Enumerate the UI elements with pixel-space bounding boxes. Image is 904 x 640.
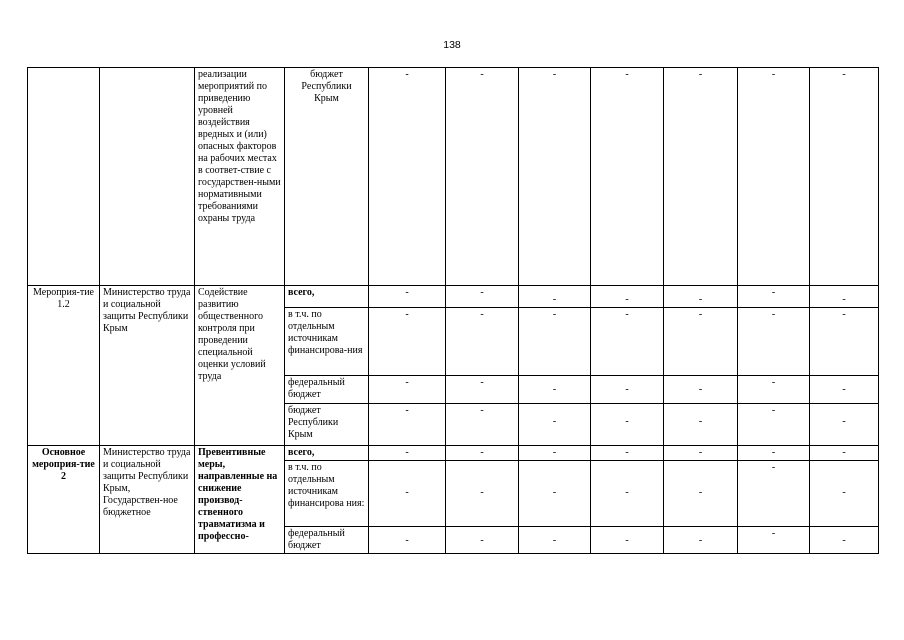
cell-executor: Министерство труда и социальной защиты Республики Крым, Государствен-ное бюджетное — [100, 446, 195, 554]
dash-value: - — [771, 69, 776, 80]
funding-table — [27, 67, 879, 554]
cell-funding-source: всего, — [285, 286, 369, 308]
dash-value: - — [771, 528, 776, 539]
dash-value: - — [842, 69, 846, 80]
dash-value: - — [698, 69, 703, 80]
dash-value: - — [405, 535, 409, 546]
cell-funding-source: в т.ч. по отдельным источникам финансирова-ния — [285, 308, 369, 376]
dash-value: - — [625, 294, 629, 305]
table-row — [28, 286, 879, 308]
dash-value: - — [405, 377, 409, 388]
dash-value: - — [480, 447, 484, 458]
table-row — [28, 446, 879, 461]
cell-measure-id: Мероприя-тие 1.2 — [28, 286, 100, 446]
dash-value: - — [842, 447, 846, 458]
cell-activity-description: Содействие развитию общественного контроля при проведении специальной оценки условий труда — [195, 286, 285, 446]
dash-value: - — [480, 69, 484, 80]
dash-value: - — [552, 487, 557, 498]
dash-value: - — [842, 535, 846, 546]
dash-value: - — [480, 309, 484, 320]
dash-value: - — [771, 405, 776, 416]
dash-value: - — [625, 416, 629, 427]
cell-activity-description: реализации мероприятий по приведению уровней воздействия вредных и (или) опасных факторов на рабочих местах в соответ-ствие с государствен-ными нормативными требованиями охраны труда — [195, 68, 285, 286]
cell-executor: Министерство труда и социальной защиты Республики Крым — [100, 286, 195, 446]
dash-value: - — [842, 309, 846, 320]
dash-value: - — [552, 309, 557, 320]
dash-value: - — [552, 447, 557, 458]
dash-value: - — [625, 447, 629, 458]
dash-value: - — [405, 405, 409, 416]
dash-value: - — [480, 405, 484, 416]
dash-value: - — [842, 487, 846, 498]
page-number: 138 — [443, 39, 461, 51]
dash-value: - — [771, 447, 776, 458]
dash-value: - — [771, 462, 776, 473]
dash-value: - — [405, 487, 409, 498]
dash-value: - — [552, 535, 557, 546]
cell-funding-source: бюджет Республики Крым — [285, 404, 369, 446]
dash-value: - — [842, 416, 846, 427]
dash-value: - — [480, 377, 484, 388]
table-row — [28, 68, 879, 286]
dash-value: - — [552, 69, 557, 80]
dash-value: - — [480, 535, 484, 546]
cell-activity-description: Превентивные меры, направленные на снижение производ-ственного травматизма и профессно- — [195, 446, 285, 554]
dash-value: - — [625, 69, 629, 80]
cell-funding-source: в т.ч. по отдельным источникам финансирова ния: — [285, 461, 369, 527]
dash-value: - — [698, 447, 703, 458]
cell-funding-source: федеральный бюджет — [285, 376, 369, 404]
dash-value: - — [698, 384, 703, 395]
cell-funding-source: федеральный бюджет — [285, 527, 369, 554]
dash-value: - — [625, 535, 629, 546]
dash-value: - — [552, 294, 557, 305]
dash-value: - — [625, 384, 629, 395]
dash-value: - — [698, 309, 703, 320]
dash-value: - — [405, 69, 409, 80]
dash-value: - — [698, 416, 703, 427]
dash-value: - — [698, 535, 703, 546]
cell-empty — [100, 68, 195, 286]
dash-value: - — [842, 384, 846, 395]
dash-value: - — [405, 309, 409, 320]
dash-value: - — [405, 287, 409, 298]
dash-value: - — [552, 384, 557, 395]
dash-value: - — [842, 294, 846, 305]
dash-value: - — [625, 309, 629, 320]
dash-value: - — [771, 309, 776, 320]
cell-funding-source: бюджет Республики Крым — [285, 68, 369, 286]
cell-funding-source: всего, — [285, 446, 369, 461]
dash-value: - — [625, 487, 629, 498]
dash-value: - — [771, 287, 776, 298]
dash-value: - — [552, 416, 557, 427]
dash-value: - — [480, 287, 484, 298]
dash-value: - — [698, 487, 703, 498]
cell-empty — [28, 68, 100, 286]
dash-value: - — [405, 447, 409, 458]
cell-measure-id: Основное мероприя-тие 2 — [28, 446, 100, 554]
dash-value: - — [771, 377, 776, 388]
dash-value: - — [698, 294, 703, 305]
dash-value: - — [480, 487, 484, 498]
